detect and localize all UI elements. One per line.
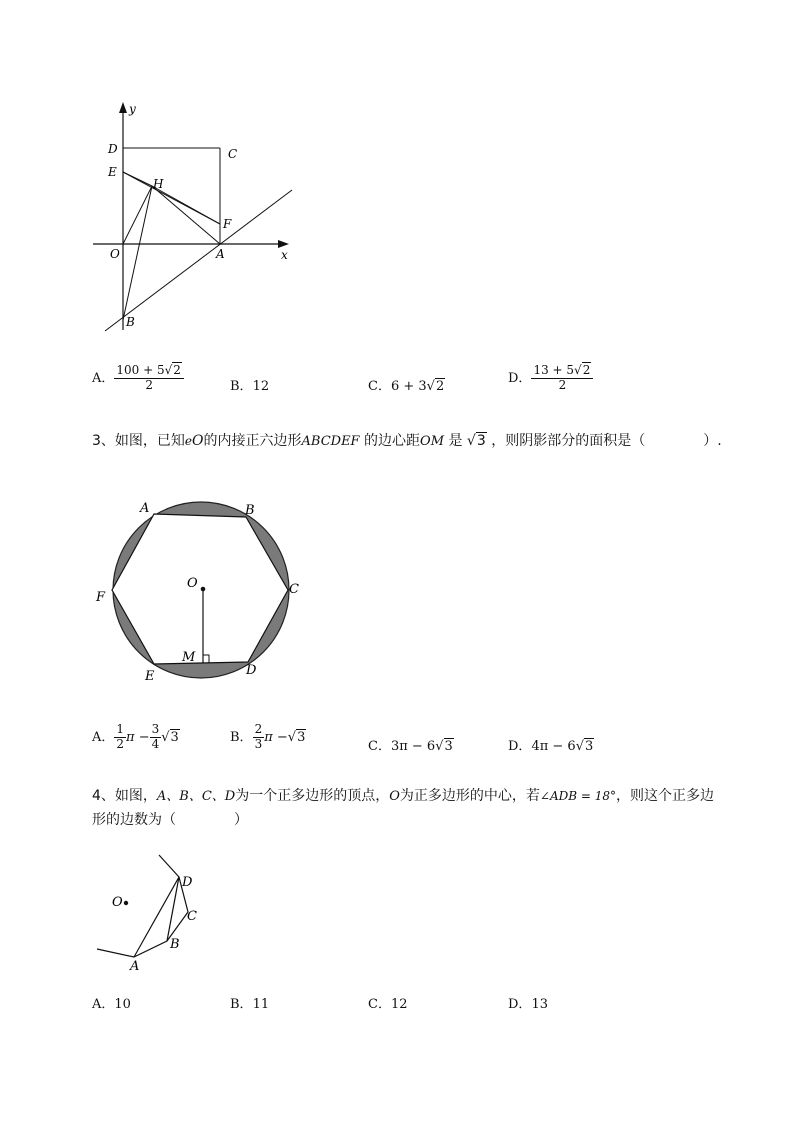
label-d: D: [108, 142, 118, 156]
center-dot: [124, 901, 128, 905]
q3-figure: [90, 495, 305, 690]
q3-option-b[interactable]: B． $\frac{2}{3}$ π −√3: [230, 722, 306, 751]
y-axis-arrow: [119, 102, 127, 113]
q3-option-a[interactable]: A． $\frac{1}{2}$ π − $\frac{3}{4}$ √3: [92, 722, 179, 751]
x-axis-arrow: [278, 240, 289, 248]
label-b: B: [245, 503, 255, 518]
q4-option-c[interactable]: C．12: [368, 997, 408, 1012]
label-b: B: [126, 315, 135, 329]
q3-option-c[interactable]: C．3π − 6√3: [368, 739, 453, 754]
segment-ha: [152, 186, 220, 244]
line-ab: [105, 190, 292, 331]
q3-stem: 3、如图，已知eO的内接正六边形ABCDEF 的边心距OM 是 √3 ，则阴影部分的面积是（ ）.: [92, 433, 722, 449]
segment-ef: [123, 172, 220, 224]
label-f: F: [223, 217, 232, 231]
label-e: E: [145, 669, 155, 684]
label-d: D: [246, 663, 257, 678]
center-dot: [201, 587, 206, 592]
q4-option-d[interactable]: D．13: [508, 997, 548, 1012]
label-b: B: [170, 937, 180, 952]
q2-option-b[interactable]: B．12: [230, 379, 270, 394]
label-c: C: [187, 909, 197, 924]
q3-option-d[interactable]: D．4π − 6√3: [508, 739, 594, 754]
q4-option-a[interactable]: A．10: [92, 997, 131, 1012]
label-o: O: [187, 576, 198, 591]
label-o: O: [112, 895, 123, 910]
q2-option-d[interactable]: D． $\frac{13 + 5√2}{2}$: [508, 364, 593, 393]
label-a: A: [216, 247, 225, 261]
label-c: C: [228, 147, 238, 161]
q4-option-b[interactable]: B．11: [230, 997, 270, 1012]
q2-option-a[interactable]: A． $\frac{100 + 5√2}{2}$: [92, 364, 184, 393]
label-a: A: [130, 959, 140, 973]
label-x: x: [281, 248, 288, 262]
label-e: E: [108, 165, 117, 179]
label-a: A: [140, 501, 150, 516]
q4-figure: [92, 848, 212, 973]
segment-ho: [123, 186, 152, 244]
segment-hb: [123, 186, 152, 320]
label-f: F: [96, 590, 106, 605]
label-d: D: [182, 875, 193, 890]
q2-option-c[interactable]: C．6 + 3√2: [368, 379, 445, 394]
q4-stem-line2: 形的边数为（ ）: [92, 812, 248, 828]
label-o: O: [110, 247, 120, 261]
label-y: y: [129, 102, 136, 116]
label-h: H: [153, 177, 164, 191]
q2-figure: [90, 95, 310, 345]
label-c: C: [289, 582, 299, 597]
label-m: M: [182, 650, 196, 665]
q4-stem-line1: 4、如图，A、B、C、D为一个正多边形的顶点，O为正多边形的中心，若∠ADB = 18°，则这个正多边: [92, 788, 715, 804]
